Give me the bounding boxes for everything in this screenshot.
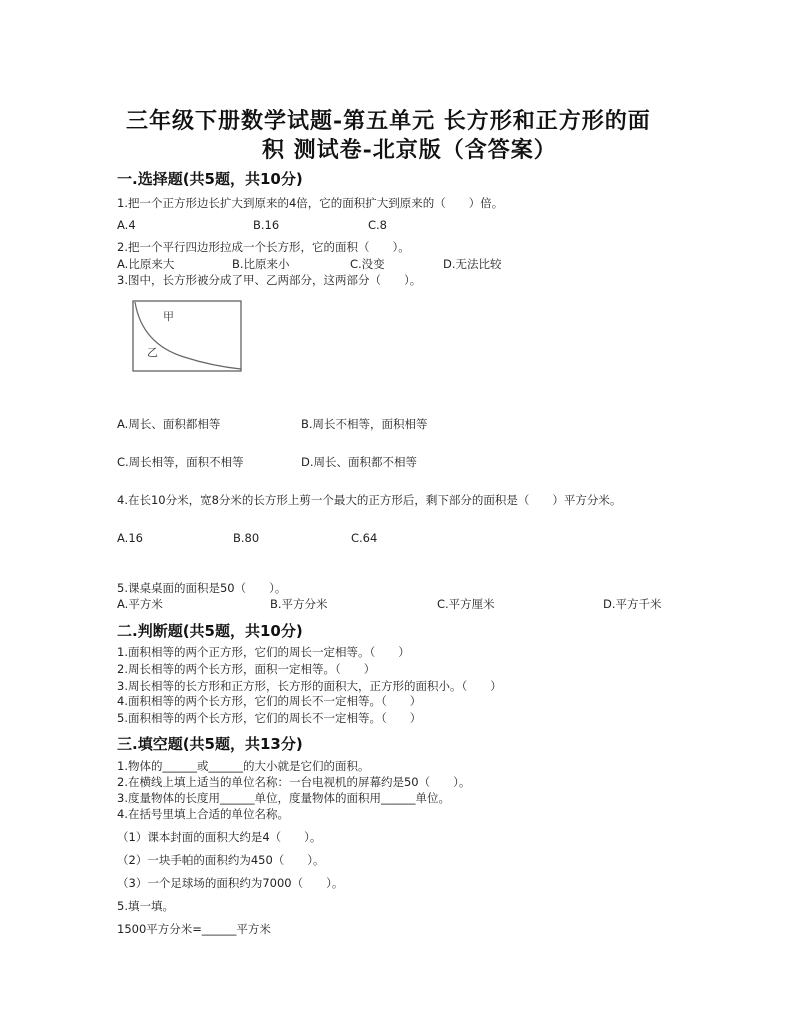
question-3-option-c: C.周长相等，面积不相等 — [117, 455, 244, 469]
question-3-stem: 3.图中，长方形被分成了甲、乙两部分，这两部分（ ）。 — [117, 273, 422, 287]
question-2-option-c: C.没变 — [350, 257, 385, 271]
fill-sub-item-1: （1）课本封面的面积大约是4（ ）。 — [117, 830, 322, 844]
section-heading-fill-blank: 三.填空题(共5题，共13分) — [117, 735, 303, 753]
judge-item-4: 4.面积相等的两个长方形，它们的周长不一定相等。（ ） — [117, 694, 422, 708]
question-2-option-a: A.比原来大 — [117, 257, 175, 271]
document-title-line-1: 三年级下册数学试题-第五单元 长方形和正方形的面 — [126, 108, 651, 134]
question-4-option-b: B.80 — [233, 531, 260, 545]
question-5-option-a: A.平方米 — [117, 597, 163, 611]
fill-item-4: 4.在括号里填上合适的单位名称。 — [117, 807, 289, 821]
question-4-stem: 4.在长10分米，宽8分米的长方形上剪一个最大的正方形后，剩下部分的面积是（ ）平方分米。 — [117, 493, 622, 507]
question-2-option-b: B.比原来小 — [232, 257, 290, 271]
figure-label-jia: 甲 — [163, 310, 174, 323]
question-1-option-b: B.16 — [253, 218, 280, 232]
section-heading-choice: 一.选择题(共5题，共10分) — [117, 170, 303, 188]
fill-sub-item-3: （3）一个足球场的面积约为7000（ ）。 — [117, 876, 344, 890]
fill-item-2: 2.在横线上填上适当的单位名称：一台电视机的屏幕约是50（ ）。 — [117, 775, 471, 789]
question-3-option-d: D.周长、面积都不相等 — [301, 455, 418, 469]
question-4-option-c: C.64 — [351, 531, 378, 545]
question-1-option-a: A.4 — [117, 218, 136, 232]
question-3-option-b: B.周长不相等，面积相等 — [301, 417, 428, 431]
figure-rectangle — [133, 301, 241, 371]
fill-item-5-line: 1500平方分米=______平方米 — [117, 922, 271, 936]
section-heading-true-false: 二.判断题(共5题，共10分) — [117, 622, 303, 640]
question-5-stem: 5.课桌桌面的面积是50（ ）。 — [117, 581, 287, 595]
document-title-line-2: 积 测试卷-北京版（含答案） — [262, 137, 557, 163]
judge-item-1: 1.面积相等的两个正方形，它们的周长一定相等。（ ） — [117, 645, 410, 659]
judge-item-2: 2.周长相等的两个长方形，面积一定相等。（ ） — [117, 662, 376, 676]
judge-item-3: 3.周长相等的长方形和正方形，长方形的面积大，正方形的面积小。（ ） — [117, 679, 502, 693]
fill-item-5: 5.填一填。 — [117, 899, 174, 913]
question-3-option-a: A.周长、面积都相等 — [117, 417, 221, 431]
fill-item-3: 3.度量物体的长度用______单位，度量物体的面积用______单位。 — [117, 791, 450, 805]
question-5-option-b: B.平方分米 — [270, 597, 328, 611]
question-2-option-d: D.无法比较 — [443, 257, 502, 271]
question-5-option-c: C.平方厘米 — [437, 597, 495, 611]
question-1-option-c: C.8 — [368, 218, 388, 232]
rectangle-split-figure — [130, 298, 244, 374]
figure-label-yi: 乙 — [147, 346, 158, 359]
fill-sub-item-2: （2）一块手帕的面积约为450（ ）。 — [117, 853, 325, 867]
question-1-stem: 1.把一个正方形边长扩大到原来的4倍，它的面积扩大到原来的（ ）倍。 — [117, 196, 504, 210]
judge-item-5: 5.面积相等的两个长方形，它们的周长不一定相等。（ ） — [117, 711, 422, 725]
question-2-stem: 2.把一个平行四边形拉成一个长方形，它的面积（ ）。 — [117, 240, 410, 254]
fill-item-1: 1.物体的______或______的大小就是它们的面积。 — [117, 759, 370, 773]
question-5-option-d: D.平方千米 — [603, 597, 662, 611]
question-4-option-a: A.16 — [117, 531, 143, 545]
